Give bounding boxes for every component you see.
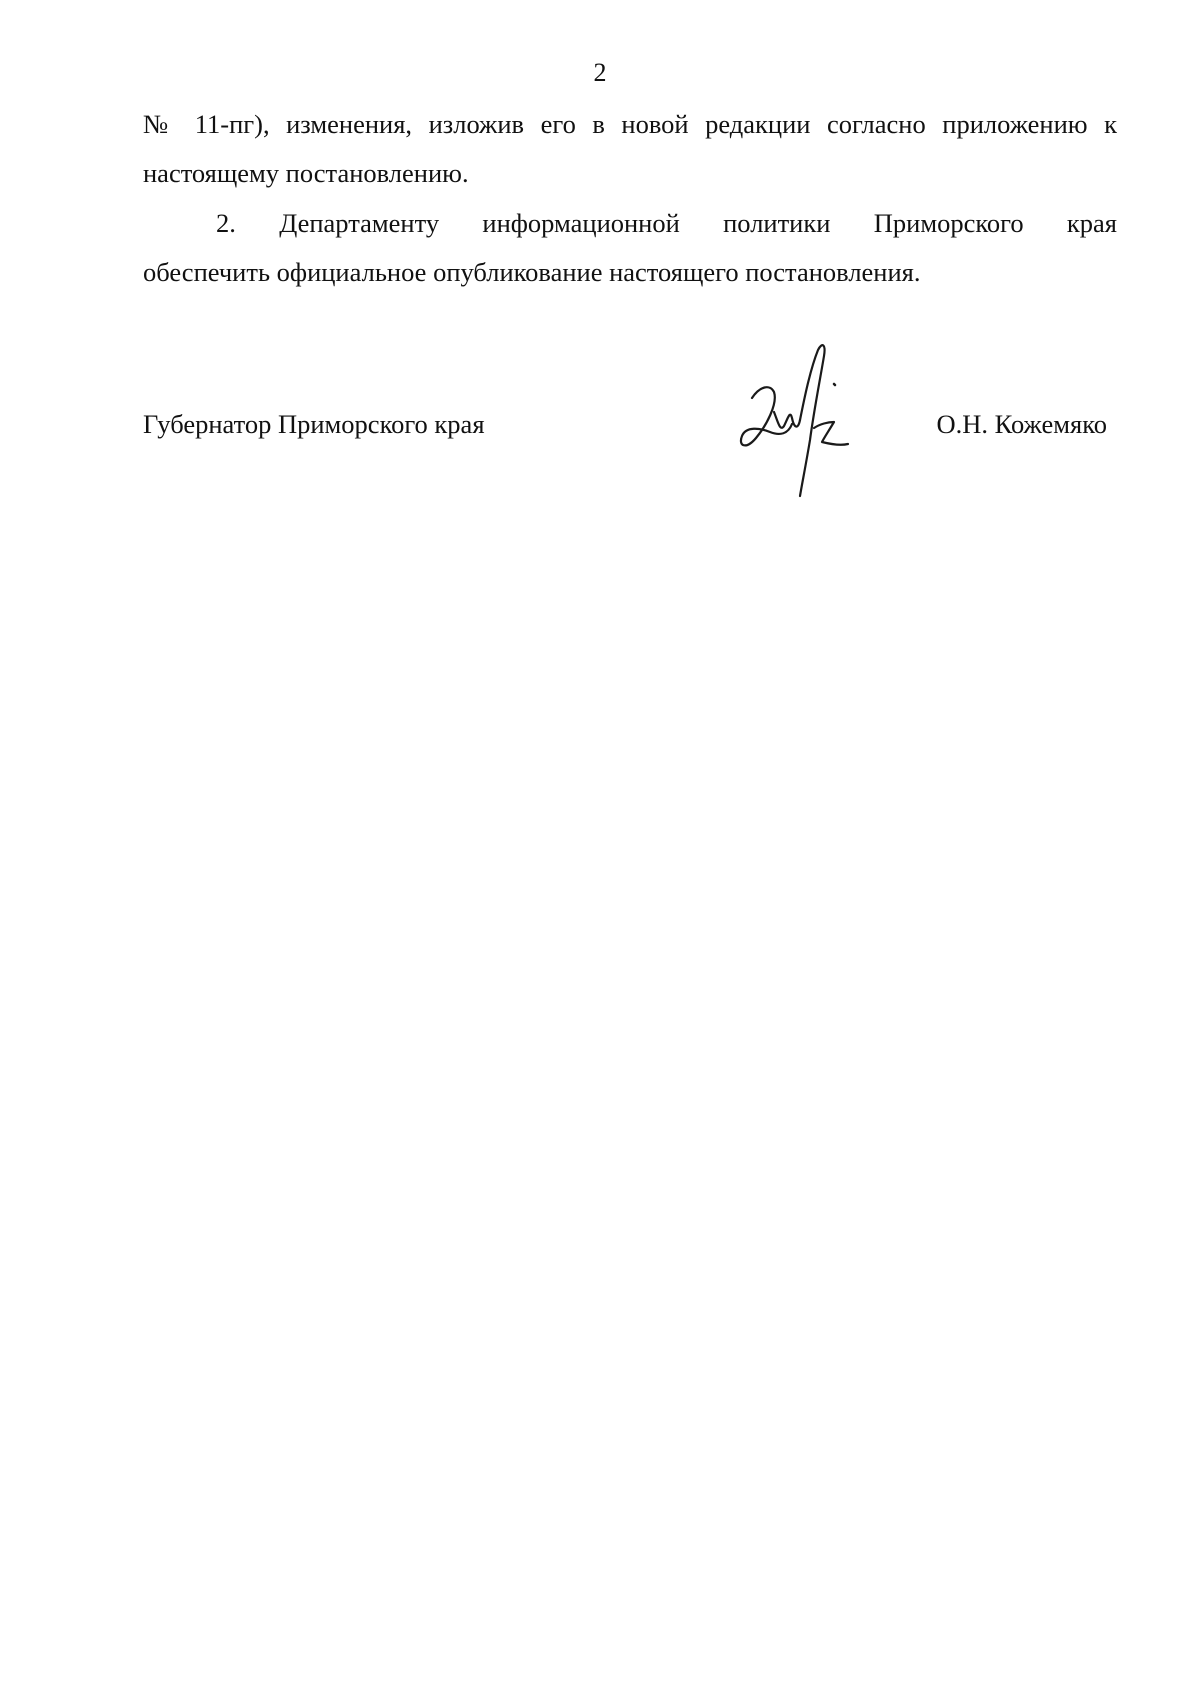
- paragraph-2: [143, 199, 1117, 297]
- signature-block: [143, 404, 1117, 444]
- paragraph-1-line-1: № 11-пг), изменения, изложив его в новой редакции согласно приложению к: [143, 109, 1117, 139]
- handwritten-signature: [730, 340, 870, 500]
- paragraph-1-line-2: настоящему постановлению.: [143, 158, 469, 188]
- signatory-position: Губернатор Приморского края: [143, 409, 485, 439]
- paragraph-1: [143, 100, 1117, 198]
- paragraph-2-line-1: 2. Департаменту информационной политики Приморского края: [216, 208, 1117, 238]
- page-number: 2: [593, 58, 607, 87]
- paragraph-2-line-2: обеспечить официальное опубликование настоящего постановления.: [143, 257, 921, 287]
- signatory-name: О.Н. Кожемяко: [936, 409, 1107, 439]
